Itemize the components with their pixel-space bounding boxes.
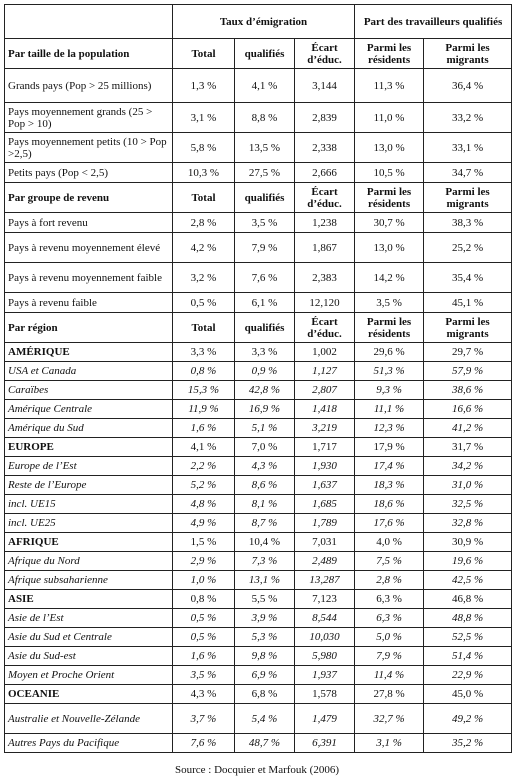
value-cell: 17,4 % (355, 457, 424, 476)
table-row (5, 213, 512, 233)
row-label: Pays à revenu faible (5, 293, 173, 313)
corner-cell (5, 5, 173, 39)
value-cell: 1,789 (295, 514, 355, 533)
value-cell: 2,8 % (355, 571, 424, 590)
value-cell: 1,002 (295, 343, 355, 362)
row-label: Autres Pays du Pacifique (5, 734, 173, 753)
table-row (5, 495, 512, 514)
value-cell: 18,3 % (355, 476, 424, 495)
table-row (5, 514, 512, 533)
value-cell: 2,666 (295, 163, 355, 183)
value-cell: 1,418 (295, 400, 355, 419)
value-cell: 6,391 (295, 734, 355, 753)
value-cell: 7,9 % (235, 233, 295, 263)
value-cell: 5,3 % (235, 628, 295, 647)
value-cell: 10,5 % (355, 163, 424, 183)
table-row (5, 476, 512, 495)
value-cell: 31,0 % (424, 476, 512, 495)
value-cell: 7,5 % (355, 552, 424, 571)
value-cell: 7,6 % (173, 734, 235, 753)
value-cell: 22,9 % (424, 666, 512, 685)
row-label: Amérique Centrale (5, 400, 173, 419)
value-cell: 32,7 % (355, 704, 424, 734)
value-cell: 6,9 % (235, 666, 295, 685)
table-row (5, 704, 512, 734)
column-header: qualifiés (235, 39, 295, 69)
row-label: incl. UE15 (5, 495, 173, 514)
value-cell: 0,8 % (173, 362, 235, 381)
value-cell: 8,544 (295, 609, 355, 628)
value-cell: 27,5 % (235, 163, 295, 183)
row-label: Pays moyennement grands (25 > Pop > 10) (5, 103, 173, 133)
row-label: incl. UE25 (5, 514, 173, 533)
value-cell: 5,0 % (355, 628, 424, 647)
column-header: Parmi les résidents (355, 183, 424, 213)
value-cell: 4,8 % (173, 495, 235, 514)
value-cell: 2,9 % (173, 552, 235, 571)
data-table-container (4, 4, 511, 753)
value-cell: 34,2 % (424, 457, 512, 476)
table-row (5, 400, 512, 419)
value-cell: 15,3 % (173, 381, 235, 400)
value-cell: 1,578 (295, 685, 355, 704)
value-cell: 8,1 % (235, 495, 295, 514)
column-header: Parmi les migrants (424, 183, 512, 213)
value-cell: 45,1 % (424, 293, 512, 313)
value-cell: 30,7 % (355, 213, 424, 233)
row-label: Pays à fort revenu (5, 213, 173, 233)
value-cell: 1,637 (295, 476, 355, 495)
value-cell: 42,8 % (235, 381, 295, 400)
value-cell: 10,4 % (235, 533, 295, 552)
value-cell: 2,807 (295, 381, 355, 400)
column-header: Total (173, 39, 235, 69)
value-cell: 7,123 (295, 590, 355, 609)
value-cell: 1,479 (295, 704, 355, 734)
column-header: Parmi les résidents (355, 39, 424, 69)
value-cell: 4,2 % (173, 233, 235, 263)
row-label: AMÉRIQUE (5, 343, 173, 362)
value-cell: 51,3 % (355, 362, 424, 381)
value-cell: 0,5 % (173, 609, 235, 628)
value-cell: 33,1 % (424, 133, 512, 163)
value-cell: 38,3 % (424, 213, 512, 233)
value-cell: 16,6 % (424, 400, 512, 419)
section-header-row (5, 39, 512, 69)
value-cell: 31,7 % (424, 438, 512, 457)
value-cell: 1,717 (295, 438, 355, 457)
value-cell: 51,4 % (424, 647, 512, 666)
value-cell: 3,144 (295, 69, 355, 103)
value-cell: 2,489 (295, 552, 355, 571)
table-row (5, 552, 512, 571)
section-title: Par groupe de revenu (5, 183, 173, 213)
row-label: Pays à revenu moyennement faible (5, 263, 173, 293)
row-label: Moyen et Proche Orient (5, 666, 173, 685)
value-cell: 1,0 % (173, 571, 235, 590)
value-cell: 8,8 % (235, 103, 295, 133)
section-header-row (5, 313, 512, 343)
value-cell: 49,2 % (424, 704, 512, 734)
value-cell: 57,9 % (424, 362, 512, 381)
value-cell: 6,3 % (355, 590, 424, 609)
column-header: qualifiés (235, 313, 295, 343)
value-cell: 32,8 % (424, 514, 512, 533)
section-header-row (5, 183, 512, 213)
table-row (5, 103, 512, 133)
row-label: Caraïbes (5, 381, 173, 400)
table-row (5, 609, 512, 628)
value-cell: 25,2 % (424, 233, 512, 263)
table-row (5, 647, 512, 666)
table-row (5, 666, 512, 685)
value-cell: 7,3 % (235, 552, 295, 571)
value-cell: 8,7 % (235, 514, 295, 533)
row-label: Pays à revenu moyennement élevé (5, 233, 173, 263)
row-label: Reste de l’Europe (5, 476, 173, 495)
value-cell: 4,3 % (235, 457, 295, 476)
value-cell: 9,3 % (355, 381, 424, 400)
value-cell: 2,338 (295, 133, 355, 163)
value-cell: 3,3 % (173, 343, 235, 362)
value-cell: 0,5 % (173, 293, 235, 313)
table-row (5, 133, 512, 163)
value-cell: 11,4 % (355, 666, 424, 685)
row-label: USA et Canada (5, 362, 173, 381)
value-cell: 3,219 (295, 419, 355, 438)
value-cell: 1,6 % (173, 647, 235, 666)
table-row (5, 293, 512, 313)
value-cell: 3,1 % (173, 103, 235, 133)
section-title: Par région (5, 313, 173, 343)
value-cell: 17,9 % (355, 438, 424, 457)
table-row (5, 457, 512, 476)
column-header: Écart d’éduc. (295, 183, 355, 213)
value-cell: 10,3 % (173, 163, 235, 183)
value-cell: 42,5 % (424, 571, 512, 590)
row-label: Europe de l’Est (5, 457, 173, 476)
row-label: Amérique du Sud (5, 419, 173, 438)
table-row (5, 533, 512, 552)
row-label: Petits pays (Pop < 2,5) (5, 163, 173, 183)
value-cell: 38,6 % (424, 381, 512, 400)
value-cell: 29,6 % (355, 343, 424, 362)
table-row (5, 362, 512, 381)
row-label: Pays moyennement petits (10 > Pop >2,5) (5, 133, 173, 163)
value-cell: 3,9 % (235, 609, 295, 628)
row-label: ASIE (5, 590, 173, 609)
table-row (5, 590, 512, 609)
value-cell: 1,685 (295, 495, 355, 514)
value-cell: 16,9 % (235, 400, 295, 419)
value-cell: 0,9 % (235, 362, 295, 381)
group-header-row (5, 5, 512, 39)
value-cell: 34,7 % (424, 163, 512, 183)
value-cell: 14,2 % (355, 263, 424, 293)
table-row (5, 438, 512, 457)
value-cell: 3,1 % (355, 734, 424, 753)
value-cell: 4,3 % (173, 685, 235, 704)
value-cell: 5,4 % (235, 704, 295, 734)
row-label: Asie du Sud et Centrale (5, 628, 173, 647)
value-cell: 7,6 % (235, 263, 295, 293)
value-cell: 2,383 (295, 263, 355, 293)
column-header: Écart d’éduc. (295, 313, 355, 343)
value-cell: 1,5 % (173, 533, 235, 552)
value-cell: 4,1 % (173, 438, 235, 457)
value-cell: 13,5 % (235, 133, 295, 163)
value-cell: 12,3 % (355, 419, 424, 438)
table-row (5, 233, 512, 263)
row-label: OCEANIE (5, 685, 173, 704)
column-header: Total (173, 313, 235, 343)
value-cell: 5,2 % (173, 476, 235, 495)
value-cell: 5,980 (295, 647, 355, 666)
value-cell: 3,5 % (355, 293, 424, 313)
value-cell: 5,1 % (235, 419, 295, 438)
value-cell: 9,8 % (235, 647, 295, 666)
value-cell: 1,6 % (173, 419, 235, 438)
table-row (5, 381, 512, 400)
row-label: Afrique du Nord (5, 552, 173, 571)
value-cell: 35,2 % (424, 734, 512, 753)
value-cell: 0,5 % (173, 628, 235, 647)
value-cell: 0,8 % (173, 590, 235, 609)
value-cell: 33,2 % (424, 103, 512, 133)
value-cell: 2,839 (295, 103, 355, 133)
source-note: Source : Docquier et Marfouk (2006) (174, 764, 340, 776)
table-row (5, 419, 512, 438)
value-cell: 8,6 % (235, 476, 295, 495)
value-cell: 30,9 % (424, 533, 512, 552)
group-header-emigration: Taux d’émigration (173, 5, 355, 39)
value-cell: 13,287 (295, 571, 355, 590)
column-header: Parmi les migrants (424, 313, 512, 343)
column-header: Total (173, 183, 235, 213)
value-cell: 35,4 % (424, 263, 512, 293)
value-cell: 7,0 % (235, 438, 295, 457)
table-row (5, 571, 512, 590)
value-cell: 17,6 % (355, 514, 424, 533)
value-cell: 19,6 % (424, 552, 512, 571)
table-row (5, 163, 512, 183)
value-cell: 2,2 % (173, 457, 235, 476)
value-cell: 13,0 % (355, 133, 424, 163)
value-cell: 1,930 (295, 457, 355, 476)
column-header: Parmi les migrants (424, 39, 512, 69)
value-cell: 1,127 (295, 362, 355, 381)
value-cell: 32,5 % (424, 495, 512, 514)
value-cell: 3,2 % (173, 263, 235, 293)
value-cell: 11,0 % (355, 103, 424, 133)
value-cell: 3,3 % (235, 343, 295, 362)
value-cell: 1,937 (295, 666, 355, 685)
value-cell: 7,031 (295, 533, 355, 552)
table-row (5, 685, 512, 704)
value-cell: 48,7 % (235, 734, 295, 753)
value-cell: 11,1 % (355, 400, 424, 419)
value-cell: 3,5 % (173, 666, 235, 685)
row-label: EUROPE (5, 438, 173, 457)
emigration-table (4, 4, 512, 753)
value-cell: 1,3 % (173, 69, 235, 103)
value-cell: 13,0 % (355, 233, 424, 263)
value-cell: 4,9 % (173, 514, 235, 533)
value-cell: 46,8 % (424, 590, 512, 609)
value-cell: 11,9 % (173, 400, 235, 419)
value-cell: 10,030 (295, 628, 355, 647)
row-label: Australie et Nouvelle-Zélande (5, 704, 173, 734)
value-cell: 3,5 % (235, 213, 295, 233)
table-row (5, 343, 512, 362)
value-cell: 45,0 % (424, 685, 512, 704)
value-cell: 13,1 % (235, 571, 295, 590)
table-row (5, 69, 512, 103)
value-cell: 4,1 % (235, 69, 295, 103)
value-cell: 27,8 % (355, 685, 424, 704)
row-label: AFRIQUE (5, 533, 173, 552)
column-header: Parmi les résidents (355, 313, 424, 343)
value-cell: 36,4 % (424, 69, 512, 103)
value-cell: 2,8 % (173, 213, 235, 233)
table-row (5, 263, 512, 293)
value-cell: 5,5 % (235, 590, 295, 609)
group-header-skilled-share: Part des travailleurs qualifiés (355, 5, 512, 39)
value-cell: 1,238 (295, 213, 355, 233)
value-cell: 1,867 (295, 233, 355, 263)
value-cell: 7,9 % (355, 647, 424, 666)
value-cell: 52,5 % (424, 628, 512, 647)
value-cell: 6,1 % (235, 293, 295, 313)
value-cell: 3,7 % (173, 704, 235, 734)
row-label: Asie du Sud-est (5, 647, 173, 666)
section-title: Par taille de la population (5, 39, 173, 69)
table-row (5, 628, 512, 647)
value-cell: 29,7 % (424, 343, 512, 362)
value-cell: 18,6 % (355, 495, 424, 514)
row-label: Afrique subsaharienne (5, 571, 173, 590)
value-cell: 48,8 % (424, 609, 512, 628)
value-cell: 6,3 % (355, 609, 424, 628)
value-cell: 41,2 % (424, 419, 512, 438)
row-label: Asie de l’Est (5, 609, 173, 628)
row-label: Grands pays (Pop > 25 millions) (5, 69, 173, 103)
column-header: Écart d’éduc. (295, 39, 355, 69)
value-cell: 12,120 (295, 293, 355, 313)
value-cell: 11,3 % (355, 69, 424, 103)
table-row (5, 734, 512, 753)
value-cell: 4,0 % (355, 533, 424, 552)
column-header: qualifiés (235, 183, 295, 213)
value-cell: 6,8 % (235, 685, 295, 704)
value-cell: 5,8 % (173, 133, 235, 163)
